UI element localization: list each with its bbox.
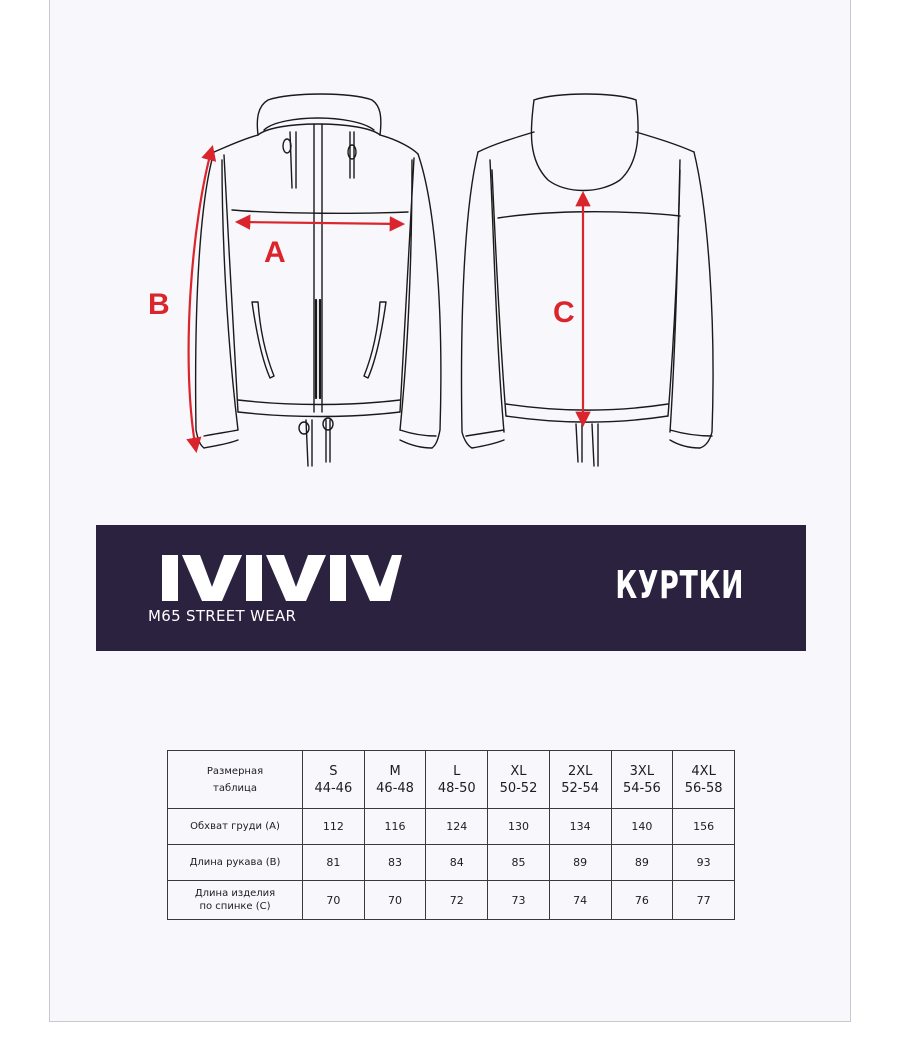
table-cell: 116 — [364, 809, 426, 845]
size-col-s — [303, 751, 365, 809]
size-name: 3XL — [629, 763, 655, 779]
row-label-line: по спинке (С) — [199, 901, 271, 912]
row-label-line: Длина рукава (B) — [189, 857, 281, 868]
table-cell: 70 — [303, 881, 365, 920]
table-cell: 156 — [673, 809, 735, 845]
row-label — [168, 845, 303, 881]
table-cell: 72 — [426, 881, 488, 920]
size-range: 52-54 — [561, 780, 600, 796]
table-cell: 74 — [549, 881, 611, 920]
table-cell: 130 — [488, 809, 550, 845]
size-name: 4XL — [691, 763, 716, 779]
jacket-illustration — [0, 0, 900, 490]
size-name: S — [329, 763, 338, 779]
table-row-length — [168, 881, 735, 920]
corner-line-1: Размерная — [206, 765, 264, 777]
jacket-front-drawing — [196, 94, 441, 466]
row-label-line: Длина изделия — [194, 888, 276, 899]
size-range: 48-50 — [437, 780, 476, 796]
size-col-2xl — [549, 751, 611, 809]
table-cell: 73 — [488, 881, 550, 920]
table-cell: 85 — [488, 845, 550, 881]
table-cell: 93 — [673, 845, 735, 881]
table-row-sleeve — [168, 845, 735, 881]
table-cell: 89 — [611, 845, 673, 881]
measure-b-arrow — [189, 148, 212, 450]
size-range: 54-56 — [622, 780, 661, 796]
jacket-back-drawing — [462, 94, 714, 466]
measure-a-label: A — [264, 236, 286, 269]
size-range: 44-46 — [314, 780, 353, 796]
table-cell: 89 — [549, 845, 611, 881]
table-cell: 124 — [426, 809, 488, 845]
size-range: 46-48 — [376, 780, 414, 796]
table-cell: 83 — [364, 845, 426, 881]
size-col-xl — [488, 751, 550, 809]
category-title: КУРТКИ — [615, 563, 744, 607]
measure-a-arrow — [238, 222, 402, 224]
row-label — [168, 881, 303, 920]
row-label-line: Обхват груди (А) — [190, 821, 280, 832]
size-table-header-row — [168, 751, 735, 809]
row-label — [168, 809, 303, 845]
table-corner-label — [168, 751, 303, 809]
table-cell: 77 — [673, 881, 735, 920]
size-name: XL — [510, 763, 527, 779]
table-cell: 76 — [611, 881, 673, 920]
table-cell: 112 — [303, 809, 365, 845]
brand-logo — [162, 553, 402, 603]
brand-banner — [96, 525, 806, 651]
size-range: 56-58 — [684, 780, 723, 796]
measure-b-label: B — [148, 288, 170, 321]
brand-subtitle: M65 STREET WEAR — [148, 607, 297, 625]
size-range: 50-52 — [499, 780, 538, 796]
size-table — [167, 750, 735, 920]
size-name: 2XL — [567, 763, 593, 779]
corner-line-2: таблица — [213, 782, 257, 794]
size-col-3xl — [611, 751, 673, 809]
measure-c-label: C — [553, 296, 575, 329]
table-cell: 140 — [611, 809, 673, 845]
size-col-l — [426, 751, 488, 809]
table-cell: 84 — [426, 845, 488, 881]
table-row-chest — [168, 809, 735, 845]
size-name: M — [389, 763, 401, 779]
table-cell: 134 — [549, 809, 611, 845]
table-cell: 70 — [364, 881, 426, 920]
size-col-m — [364, 751, 426, 809]
table-cell: 81 — [303, 845, 365, 881]
size-name: L — [453, 763, 461, 779]
size-col-4xl — [673, 751, 735, 809]
